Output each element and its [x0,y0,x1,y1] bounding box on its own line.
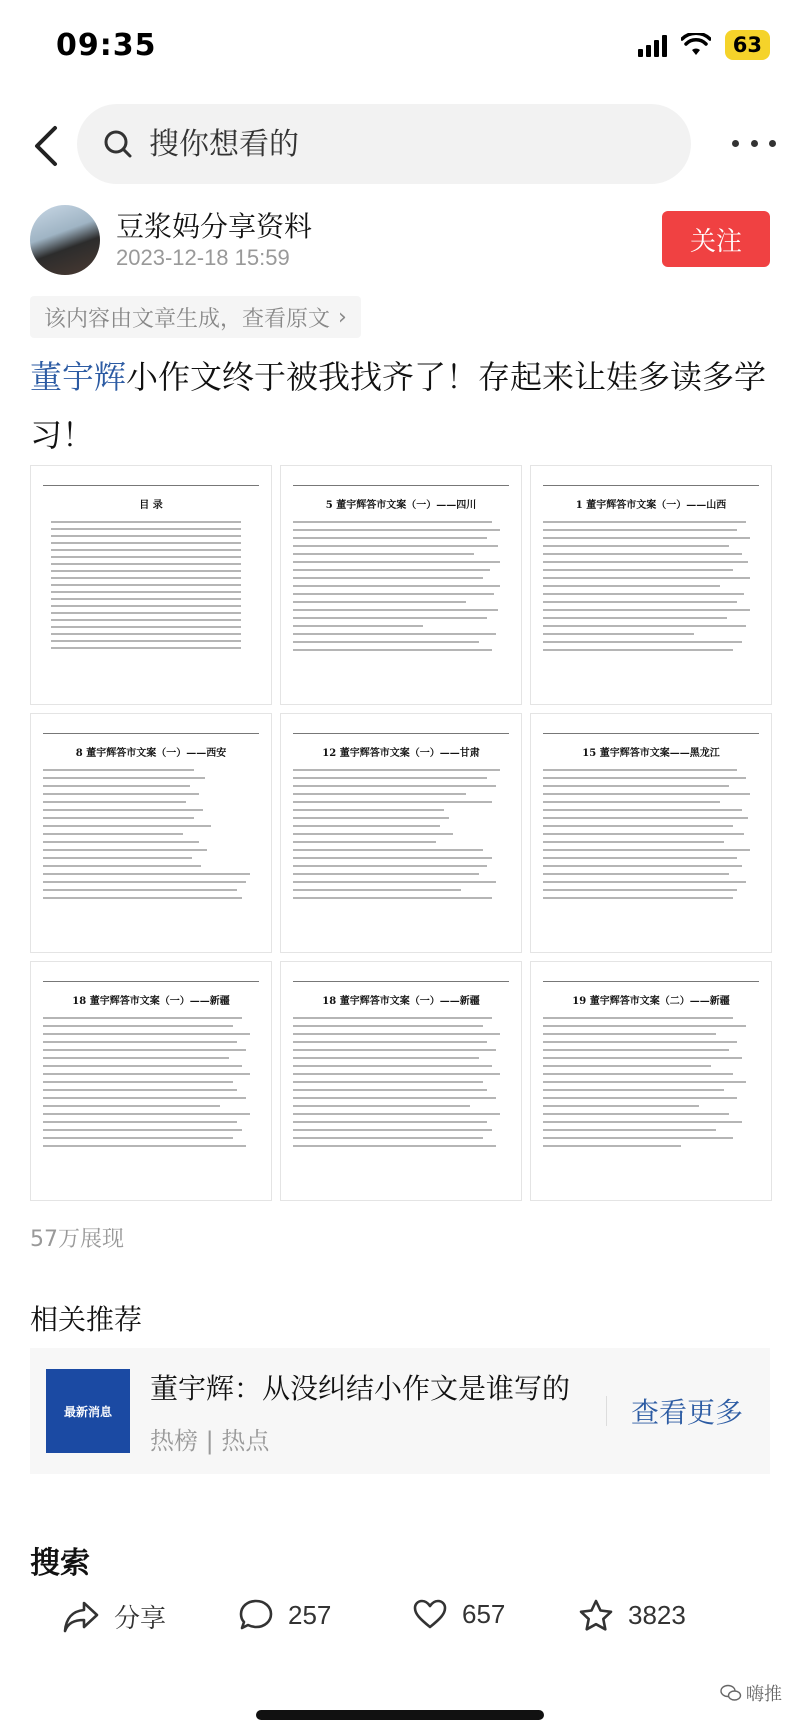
more-options-icon[interactable] [732,128,776,158]
image-thumbnail[interactable] [530,961,772,1201]
doc-text-lines [293,1017,509,1147]
doc-title: 1 董宇辉答市文案（一）——山西 [575,500,727,511]
doc-title: 19 董宇辉答市文案（二）——新疆 [572,996,730,1007]
search-bar[interactable] [77,104,691,184]
image-thumbnail[interactable] [280,465,522,705]
favorite-button[interactable] [578,1598,686,1632]
doc-text-lines [543,769,759,899]
status-icons [638,30,770,60]
follow-button[interactable]: 关注 [662,211,770,267]
image-thumbnail[interactable] [530,465,772,705]
chevron-right-icon: › [338,304,347,330]
watermark [720,1680,782,1706]
doc-text-lines [43,1017,259,1147]
image-thumbnail[interactable] [30,713,272,953]
doc-title: 5 董宇辉答市文案（一）——四川 [325,500,477,511]
source-tag-text: 该内容由文章生成，查看原文 [44,306,331,332]
doc-title: 12 董宇辉答市文案（一）——甘肃 [322,748,480,759]
comment-button[interactable] [238,1598,331,1632]
like-button[interactable] [412,1598,505,1630]
nav-bar [0,100,800,190]
battery-level: 63 [725,30,770,60]
author-row [30,205,770,275]
view-more-button[interactable]: 查看更多 [631,1396,744,1429]
search-icon [101,127,135,161]
image-thumbnail[interactable] [280,961,522,1201]
comment-count: 257 [288,1599,332,1630]
status-time: 09:35 [56,28,157,63]
home-indicator[interactable] [256,1710,544,1720]
recommend-card[interactable] [30,1348,770,1474]
doc-text-lines [543,1017,759,1147]
share-button[interactable] [62,1598,166,1635]
doc-text-lines [543,521,759,651]
back-arrow-icon [33,124,59,168]
doc-text-lines [43,769,259,899]
doc-text-lines [293,769,509,899]
watermark-text: 嗨推 [746,1684,782,1705]
doc-header-rule [43,972,259,982]
doc-header-rule [43,476,259,486]
image-grid [30,465,772,1201]
view-count: 57万展现 [30,1227,124,1252]
wifi-icon [681,33,711,57]
keyword-link[interactable]: 董宇辉 [30,358,127,396]
doc-header-rule [293,724,509,734]
avatar[interactable] [30,205,100,275]
recommend-headline[interactable]: 董宇辉：从没纠结小作文是谁写的 [150,1371,571,1405]
doc-title: 8 董宇辉答市文案（一）——西安 [75,748,227,759]
doc-text-lines [293,521,509,651]
comment-icon [238,1598,274,1632]
divider [606,1396,607,1426]
star-icon [578,1598,614,1632]
post-timestamp: 2023-12-18 15:59 [116,245,290,270]
recommend-meta: 热榜 | 热点 [150,1426,270,1455]
doc-header-rule [543,724,759,734]
share-icon [62,1600,100,1634]
favorite-count: 3823 [628,1599,686,1630]
share-label: 分享 [114,1604,167,1634]
search-section-title: 搜索 [30,1546,90,1581]
recommend-text [150,1367,590,1456]
recommend-thumbnail: 最新消息 [46,1369,130,1453]
view-original-link[interactable] [30,296,361,338]
search-input[interactable] [149,127,669,162]
image-thumbnail[interactable] [30,465,272,705]
article-title-text: 小作文终于被我找齐了！存起来让娃多读多学习！ [30,358,767,454]
doc-text-lines [43,521,259,649]
article-title [30,348,770,464]
doc-header-rule [543,476,759,486]
action-bar [0,1588,800,1658]
doc-title: 18 董宇辉答市文案（一）——新疆 [322,996,480,1007]
doc-header-rule [293,476,509,486]
doc-header-rule [293,972,509,982]
wechat-icon [720,1684,742,1702]
status-bar [0,0,800,95]
author-name[interactable]: 豆浆妈分享资料 [116,210,313,243]
cellular-signal-icon [638,33,667,57]
image-thumbnail[interactable] [30,961,272,1201]
doc-title: 目 录 [139,500,163,511]
doc-header-rule [43,724,259,734]
recommend-section-title: 相关推荐 [30,1303,143,1336]
doc-title: 15 董宇辉答市文案——黑龙江 [582,748,720,759]
heart-icon [412,1598,448,1630]
image-thumbnail[interactable] [280,713,522,953]
back-button[interactable] [24,118,68,174]
image-thumbnail[interactable] [530,713,772,953]
doc-title: 18 董宇辉答市文案（一）——新疆 [72,996,230,1007]
like-count: 657 [462,1598,506,1629]
doc-header-rule [543,972,759,982]
